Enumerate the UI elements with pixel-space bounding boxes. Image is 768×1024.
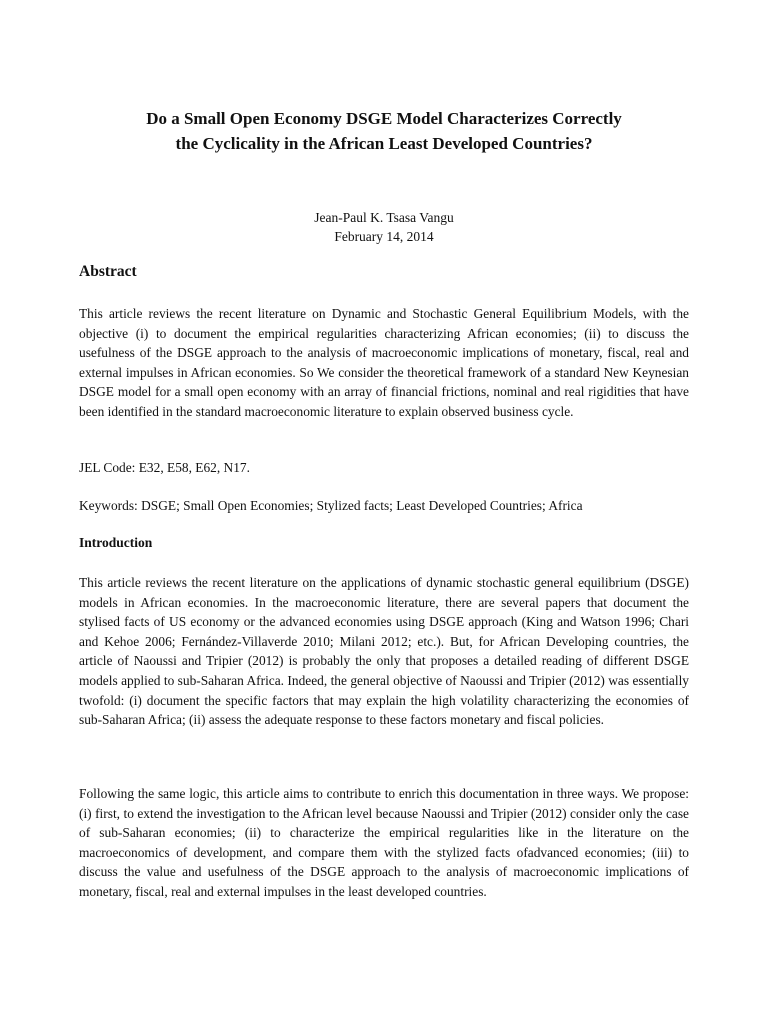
paper-title bbox=[60, 106, 708, 156]
author-block bbox=[0, 208, 768, 246]
abstract-heading: Abstract bbox=[79, 263, 137, 280]
publication-date: February 14, 2014 bbox=[334, 229, 434, 244]
introduction-paragraph-1: This article reviews the recent literature on the applications of dynamic stochastic general equilibrium (DSGE) models in African economies. In the macroeconomic literature, there are several papers that document the stylised facts of US economy or the advanced economies using DSGE approach (King and Watson 1996; Chari and Kehoe 2006; Fernández-Villaverde 2010; Milani 2012; etc.). But, for African Developing countries, the article of Naoussi and Tripier (2012) is probably the only that proposes a detailed reading of different DSGE models applied to sub-Saharan Africa. Indeed, the general objective of Naoussi and Tripier (2012) was essentially twofold: (i) document the specific factors that may explain the high volatility characterizing the economies of sub-Saharan Africa; (ii) assess the adequate response to these factors monetary and fiscal policies. bbox=[79, 575, 689, 728]
introduction-paragraph-2: Following the same logic, this article aims to contribute to enrich this documentation in three ways. We propose: (i) first, to extend the investigation to the African level because Naoussi and Tripier (2012) consider only the case of sub-Saharan economies; (ii) to characterize the empirical regularities like in the literature on the macroeconomics of development, and compare them with the stylized facts ofadvanced economies; (iii) to discuss the value and usefulness of the DSGE approach to the analysis of macroeconomic implications of monetary, fiscal, real and external impulses in the least developed countries. bbox=[79, 786, 689, 899]
abstract-text: This article reviews the recent literature on Dynamic and Stochastic General Equilibrium Models, with the objective (i) to document the empirical regularities characterizing African economies; (ii) to discuss the usefulness of the DSGE approach to the analysis of macroeconomic implications of monetary, fiscal, real and external impulses in African economies. So We consider the theoretical framework of a standard New Keynesian DSGE model for a small open economy with an array of financial frictions, nominal and real rigidities that have been identified in the standard macroeconomic literature to explain observed business cycle. bbox=[79, 306, 689, 419]
keywords: Keywords: DSGE; Small Open Economies; Stylized facts; Least Developed Countries; Africa bbox=[79, 498, 583, 513]
introduction-heading: Introduction bbox=[79, 535, 153, 550]
author-name: Jean-Paul K. Tsasa Vangu bbox=[314, 210, 454, 225]
jel-code: JEL Code: E32, E58, E62, N17. bbox=[79, 460, 250, 475]
title-line-2: the Cyclicality in the African Least Developed Countries? bbox=[175, 134, 593, 153]
title-line-1: Do a Small Open Economy DSGE Model Characterizes Correctly bbox=[146, 109, 622, 128]
